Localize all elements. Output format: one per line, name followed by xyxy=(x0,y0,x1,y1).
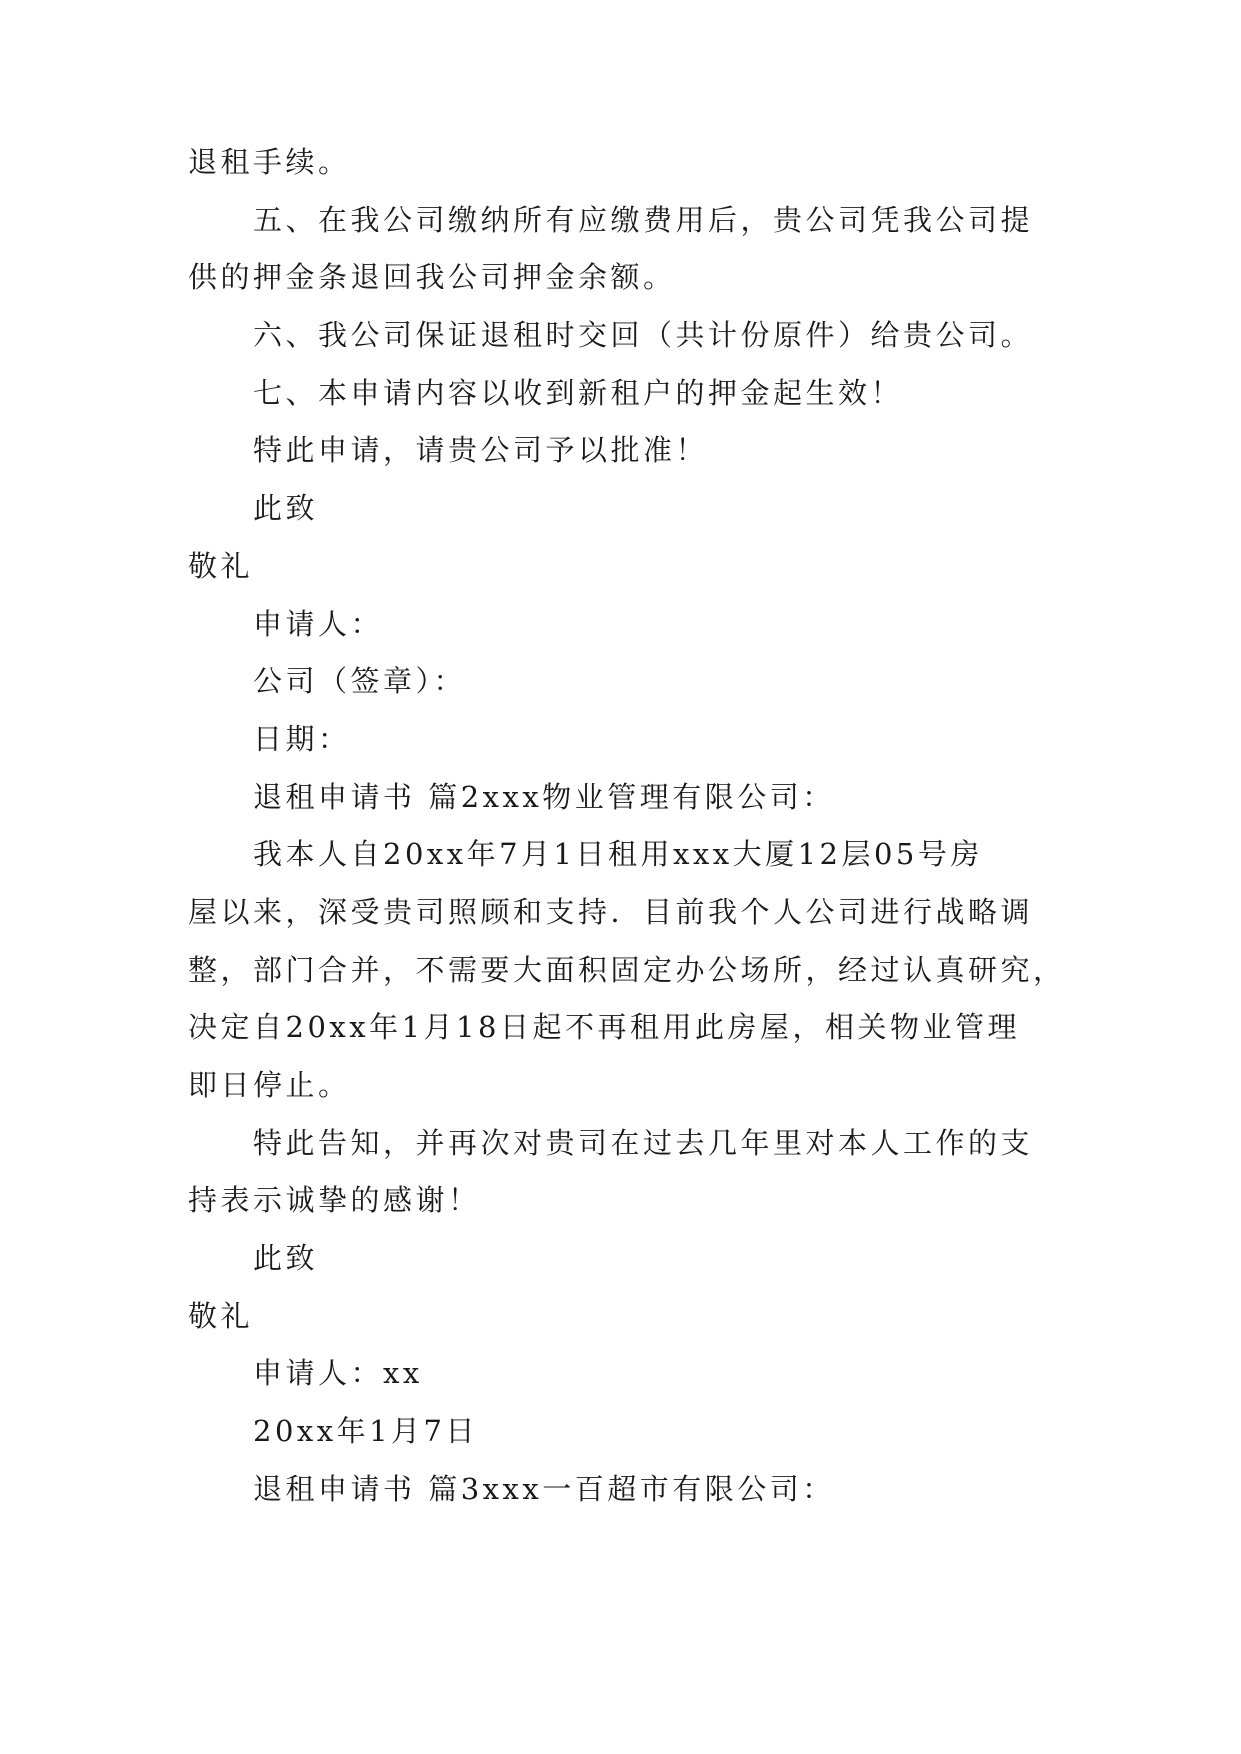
text-line: 特此告知，并再次对贵司在过去几年里对本人工作的支 xyxy=(253,1125,1034,1160)
text-line: 决定自20xx年1月18日起不再租用此房屋，相关物业管理 xyxy=(188,1010,1020,1045)
text-line: 持表示诚挚的感谢！ xyxy=(188,1183,481,1218)
text-line: 整，部门合并，不需要大面积固定办公场所，经过认真研究， xyxy=(188,952,1066,987)
section-heading: 退租申请书 篇2xxx物业管理有限公司： xyxy=(253,779,835,814)
closing-line: 此致 xyxy=(253,491,319,526)
text-line: 六、我公司保证退租时交回（共计份原件）给贵公司。 xyxy=(253,318,1034,353)
date-line: 20xx年1月7日 xyxy=(253,1414,479,1449)
text-line: 特此申请，请贵公司予以批准！ xyxy=(253,433,709,468)
salutation-line: 敬礼 xyxy=(188,1298,254,1333)
date-label: 日期： xyxy=(253,721,351,756)
text-line: 屋以来，深受贵司照顾和支持．目前我个人公司进行战略调 xyxy=(188,894,1034,929)
text-line: 即日停止。 xyxy=(188,1068,351,1102)
text-line: 五、在我公司缴纳所有应缴费用后，贵公司凭我公司提 xyxy=(253,202,1034,237)
text-line: 七、本申请内容以收到新租户的押金起生效！ xyxy=(253,375,904,410)
company-seal-label: 公司（签章）： xyxy=(253,664,467,699)
applicant-label: 申请人： xyxy=(253,606,384,641)
text-line: 退租手续。 xyxy=(188,145,351,179)
document-body xyxy=(188,145,1068,1519)
salutation-line: 敬礼 xyxy=(188,548,254,583)
text-line: 供的押金条退回我公司押金余额。 xyxy=(188,260,676,295)
text-line: 我本人自20xx年7月1日租用xxx大厦12层05号房 xyxy=(253,837,983,872)
section-heading: 退租申请书 篇3xxx一百超市有限公司： xyxy=(253,1471,835,1506)
closing-line: 此致 xyxy=(253,1241,319,1276)
applicant-line: 申请人：xx xyxy=(253,1356,423,1391)
